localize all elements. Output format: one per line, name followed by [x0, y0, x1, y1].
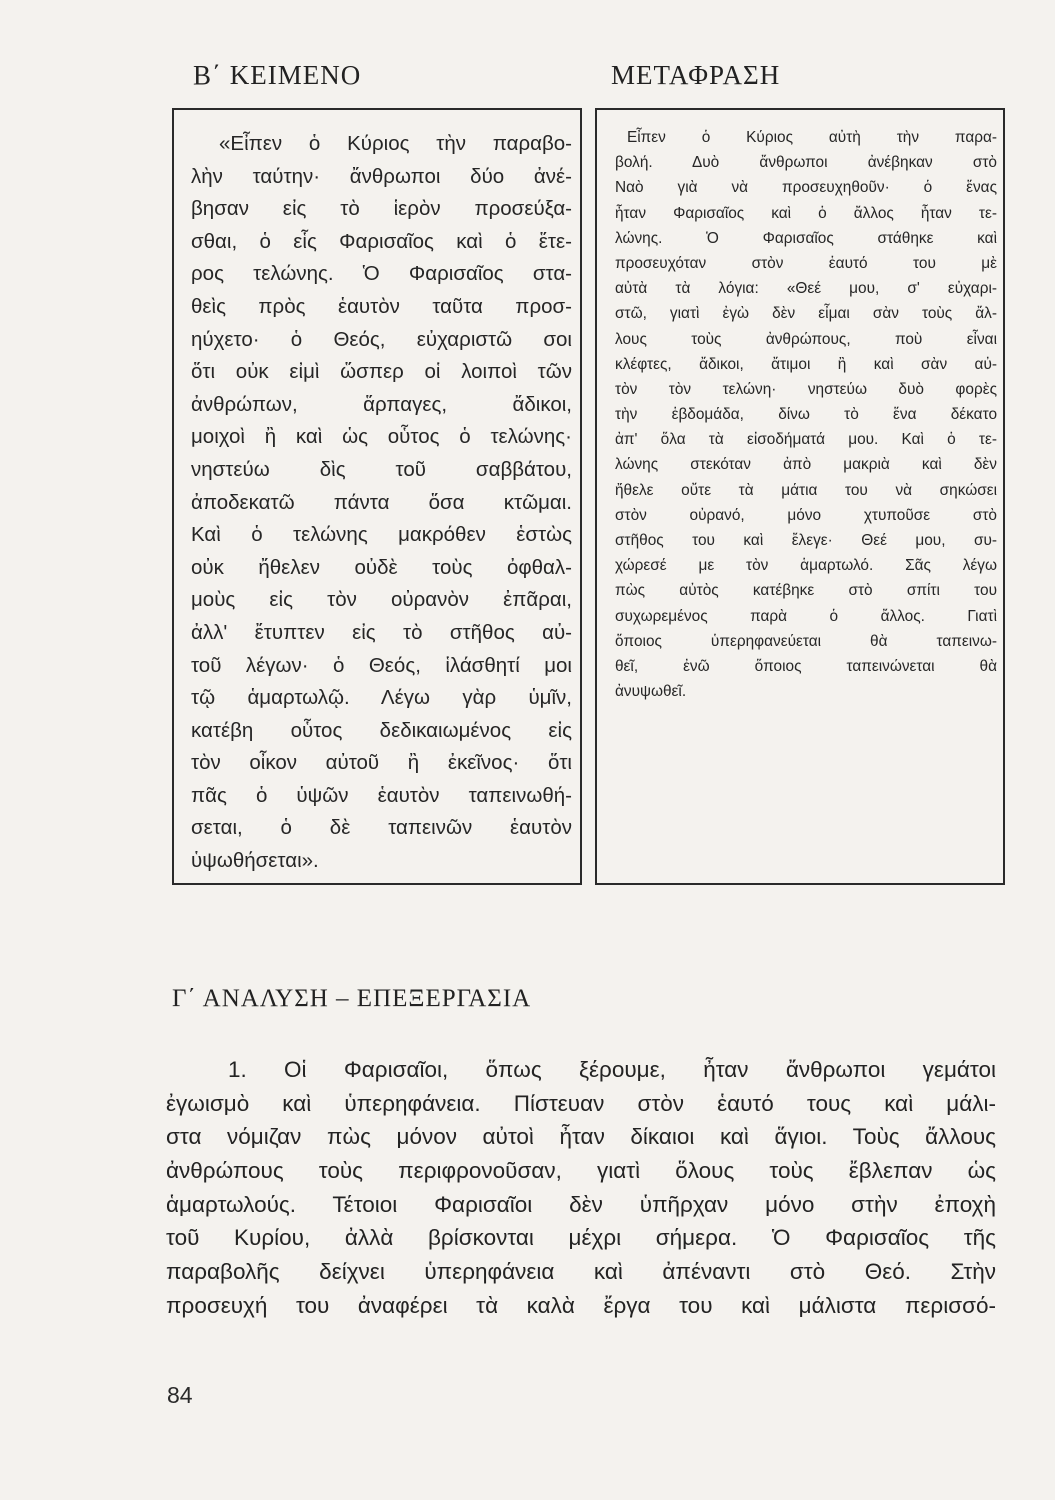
original-text-line: μοιχοὶ ἢ καὶ ὡς οὗτος ὁ τελώνης· [191, 425, 572, 449]
translation-text-line: Εἶπεν ὁ Κύριος αὐτὴ τὴν παρα- [627, 129, 997, 146]
original-text-line: ἀνθρώπων, ἅρπαγες, ἄδικοι, [191, 392, 572, 416]
original-text-line: Καὶ ὁ τελώνης μακρόθεν ἑστὼς [191, 523, 572, 547]
translation-text-line: χώρεσέ με τὸν ἁμαρτωλό. Σᾶς λέγω [615, 557, 997, 575]
original-text-line: νηστεύω δὶς τοῦ σαββάτου, [191, 457, 572, 481]
analysis-heading: Γ΄ ΑΝΑΛΥΣΗ – ΕΠΕΞΕΡΓΑΣΙΑ [172, 985, 532, 1012]
analysis-line: τοῦ Κυρίου, ἀλλὰ βρίσκονται μέχρι σήμερα. Ὁ Φαρισαῖος τῆς [166, 1225, 996, 1251]
original-text-line: οὐκ ἤθελεν οὐδὲ τοὺς ὀφθαλ- [191, 555, 572, 579]
original-text-line: σθαι, ὁ εἷς Φαρισαῖος καὶ ὁ ἕτε- [191, 229, 572, 253]
translation-text-line: στῆθος του καὶ ἔλεγε· Θεέ μου, συ- [615, 532, 997, 549]
translation-text-line: τὴν ἑβδομάδα, δίνω τὸ ἕνα δέκατο [615, 406, 997, 424]
original-text-line: ἀλλ' ἔτυπτεν εἰς τὸ στῆθος αὐ- [191, 620, 572, 644]
analysis-line: ἁμαρτωλούς. Τέτοιοι Φαρισαῖοι δὲν ὑπῆρχαν μόνο στὴν ἐποχὴ [166, 1191, 996, 1217]
analysis-line: 1. Οἱ Φαρισαῖοι, ὅπως ξέρουμε, ἦταν ἄνθρωποι γεμάτοι [228, 1057, 996, 1082]
translation-text-line: ἤθελε οὔτε τὰ μάτια του νὰ σηκώσει [615, 481, 997, 499]
analysis-line: παραβολῆς δείχνει ὑπερηφάνεια καὶ ἀπέναντι στὸ Θεό. Στὴν [166, 1259, 996, 1285]
translation-text-line: βολή. Δυὸ ἄνθρωποι ἀνέβηκαν στὸ [615, 154, 997, 172]
analysis-line: στα νόμιζαν πὼς μόνον αὐτοὶ ἦταν δίκαιοι καὶ ἅγιοι. Τοὺς ἄλλους [166, 1124, 996, 1150]
original-text-line: λὴν ταύτην· ἄνθρωποι δύο ἀνέ- [191, 164, 572, 188]
translation-text-line: Ναὸ γιὰ νὰ προσευχηθοῦν· ὁ ἕνας [615, 179, 997, 197]
translation-text-line: τὸν τὸν τελώνη· νηστεύω δυὸ φορὲς [615, 380, 997, 398]
analysis-line: προσευχή του ἀναφέρει τὰ καλὰ ἔργα του καὶ μάλιστα περισσό- [166, 1292, 996, 1318]
translation-text-line: πὼς αὐτὸς κατέβηκε στὸ σπίτι του [615, 582, 997, 600]
page-number: 84 [167, 1382, 193, 1408]
original-text-line: βησαν εἰς τὸ ἱερὸν προσεύξα- [191, 197, 572, 221]
translation-text-line: ὅποιος ὑπερηφανεύεται θὰ ταπεινω- [615, 632, 997, 650]
original-text-line: τῷ ἁμαρτωλῷ. Λέγω γὰρ ὑμῖν, [191, 686, 572, 710]
original-text-line: σεται, ὁ δὲ ταπεινῶν ἑαυτὸν [191, 816, 572, 840]
section-b-heading: Β΄ ΚΕΙΜΕΝΟ [193, 60, 362, 90]
translation-text-line: ἀνυψωθεῖ. [615, 683, 687, 701]
translation-text-line: προσευχόταν στὸν ἑαυτό του μὲ [615, 254, 997, 272]
analysis-line: ἀνθρώπους τοὺς περιφρονοῦσαν, γιατὶ ὅλους τοὺς ἔβλεπαν ὡς [166, 1158, 996, 1184]
translation-text-line: θεῖ, ἐνῶ ὅποιος ταπεινώνεται θὰ [615, 657, 997, 675]
original-text-line: ηύχετο· ὁ Θεός, εὐχαριστῶ σοι [191, 327, 572, 351]
original-text-line: τὸν οἶκον αὐτοῦ ἢ ἐκεῖνος· ὅτι [191, 751, 572, 775]
translation-text-line: ἦταν Φαρισαῖος καὶ ὁ ἄλλος ἦταν τε- [615, 204, 997, 222]
original-text-line: «Εἶπεν ὁ Κύριος τὴν παραβο- [219, 132, 572, 155]
original-text-line: μοὺς εἰς τὸν οὐρανὸν ἐπᾶραι, [191, 588, 572, 612]
translation-text-line: στῶ, γιατὶ ἐγὼ δὲν εἶμαι σὰν τοὺς ἄλ- [615, 305, 997, 323]
original-text-line: ὅτι οὐκ εἰμὶ ὥσπερ οἱ λοιποὶ τῶν [191, 360, 572, 384]
translation-text-line: συχωρεμένος παρὰ ὁ ἄλλος. Γιατὶ [615, 607, 997, 625]
original-text-line: ἀποδεκατῶ πάντα ὅσα κτῶμαι. [191, 490, 572, 514]
translation-text-line: στὸν οὐρανό, μόνο χτυποῦσε στὸ [615, 506, 997, 524]
original-text-line: τοῦ λέγων· ὁ Θεός, ἱλάσθητί μοι [191, 653, 572, 677]
original-text-line: ρος τελώνης. Ὁ Φαρισαῖος στα- [191, 262, 572, 286]
original-text-line: ὑψωθήσεται». [191, 849, 319, 873]
translation-text-box [595, 108, 1005, 885]
translation-text-line: λους τοὺς ἀνθρώπους, ποὺ εἶναι [615, 330, 997, 348]
translation-text-line: ἀπ' ὅλα τὰ εἰσοδήματά μου. Καὶ ὁ τε- [615, 431, 997, 449]
translation-text-line: λώνης. Ὁ Φαρισαῖος στάθηκε καὶ [615, 229, 997, 247]
translation-text-line: λώνης στεκόταν ἀπὸ μακριὰ καὶ δὲν [615, 456, 997, 474]
analysis-line: ἐγωισμὸ καὶ ὑπερηφάνεια. Πίστευαν στὸν ἑαυτό τους καὶ μάλι- [166, 1090, 996, 1116]
original-text-box [172, 108, 582, 885]
original-text-line: κατέβη οὗτος δεδικαιωμένος εἰς [191, 718, 572, 742]
translation-text-line: αὐτὰ τὰ λόγια: «Θεέ μου, σ' εὐχαρι- [615, 280, 997, 298]
analysis-body [166, 1053, 996, 1323]
original-text-line: θεὶς πρὸς ἑαυτὸν ταῦτα προσ- [191, 294, 572, 318]
translation-text-line: κλέφτες, ἄδικοι, ἄτιμοι ἢ καὶ σὰν αὐ- [615, 355, 997, 373]
translation-heading: ΜΕΤΑΦΡΑΣΗ [611, 60, 781, 90]
original-text-line: πᾶς ὁ ὑψῶν ἑαυτὸν ταπεινωθή- [191, 783, 572, 807]
